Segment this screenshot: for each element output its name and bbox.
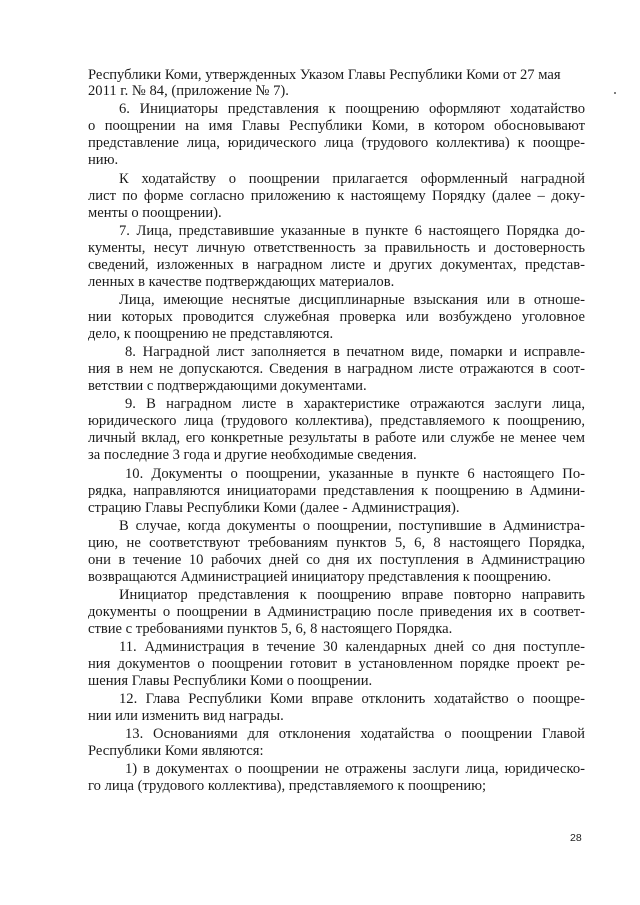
text-line: 1) в документах о поощрении не отражены заслуги лица, юридическо-	[125, 761, 585, 777]
text-line: ния в нем не допускаются. Сведения в наградном листе отражаются в соот-	[88, 361, 585, 377]
text-line: ния документов о поощрении готовит в установленном порядке проект ре-	[88, 656, 585, 672]
text-line: 7. Лица, представившие указанные в пункте 6 настоящего Порядка до-	[119, 223, 585, 239]
text-line: 13. Основаниями для отклонения ходатайства о поощрении Главой	[125, 726, 585, 742]
text-line: рядка, направляются инициаторами представления к поощрению в Админи-	[88, 483, 585, 499]
text-line: сведений, изложенных в наградном листе и других документах, представ-	[88, 257, 585, 273]
text-line: го лица (трудового коллектива), представляемого к поощрению;	[88, 778, 487, 794]
text-line: дело, к поощрению не представляются.	[88, 326, 334, 342]
text-line: 2011 г. № 84, (приложение № 7).	[88, 83, 289, 99]
text-line: о поощрении на имя Главы Республики Коми, в котором обосновывают	[88, 118, 585, 134]
text-line: ленных в качестве подтверждающих материалов.	[88, 274, 395, 290]
text-line: представление лица, юридического лица (трудового коллектива) к поощре-	[88, 135, 585, 151]
text-line: страцию Главы Республики Коми (далее - Администрация).	[88, 500, 460, 516]
text-line: нии которых проводится служебная проверка или возбуждено уголовное	[88, 309, 585, 325]
text-line: 11. Администрация в течение 30 календарных дней со дня поступле-	[119, 639, 585, 655]
text-line: 12. Глава Республики Коми вправе отклонить ходатайство о поощре-	[119, 691, 585, 707]
text-line: 10. Документы о поощрении, указанные в пункте 6 настоящего По-	[125, 466, 585, 482]
text-line: возвращаются Администрацией инициатору представления к поощрению.	[88, 569, 552, 585]
text-line: они в течение 10 рабочих дней со дня их поступления в Администрацию	[88, 552, 585, 568]
text-line: 9. В наградном листе в характеристике отражаются заслуги лица,	[125, 396, 585, 412]
text-line: личный вклад, его конкретные результаты в работе или службе не менее чем	[88, 430, 585, 446]
text-line: лист по форме согласно приложению к настоящему Порядку (далее – доку-	[88, 188, 585, 204]
text-line: 8. Наградной лист заполняется в печатном виде, помарки и исправле-	[125, 344, 585, 360]
text-line: менты о поощрении).	[88, 205, 222, 221]
text-line: документы о поощрении в Администрацию после приведения их в соответ-	[88, 604, 585, 620]
text-line: ствие с требованиями пунктов 5, 6, 8 настоящего Порядка.	[88, 621, 453, 637]
text-line: цию, не соответствуют требованиям пунктов 5, 6, 8 настоящего Порядка,	[88, 535, 585, 551]
text-line: шения Главы Республики Коми о поощрении.	[88, 673, 373, 689]
scan-speck	[614, 92, 616, 94]
text-line: В случае, когда документы о поощрении, поступившие в Администра-	[119, 518, 585, 534]
text-line: 6. Инициаторы представления к поощрению оформляют ходатайство	[119, 101, 585, 117]
text-line: Инициатор представления к поощрению вправе повторно направить	[119, 587, 585, 603]
text-line: нию.	[88, 152, 119, 168]
text-line: Республики Коми, утвержденных Указом Главы Республики Коми от 27 мая	[88, 67, 561, 83]
text-line: нии или изменить вид награды.	[88, 708, 284, 724]
text-line: К ходатайству о поощрении прилагается оформленный наградной	[119, 171, 585, 187]
page-number: 28	[570, 832, 582, 844]
text-line: кументы, несут личную ответственность за правильность и достоверность	[88, 240, 585, 256]
text-line: за последние 3 года и другие необходимые сведения.	[88, 447, 417, 463]
text-line: ветствии с подтверждающими документами.	[88, 378, 367, 394]
text-line: Лица, имеющие неснятые дисциплинарные взыскания или в отноше-	[119, 292, 585, 308]
text-line: Республики Коми являются:	[88, 743, 264, 759]
text-line: юридического лица (трудового коллектива), представляемого к поощрению,	[88, 413, 585, 429]
